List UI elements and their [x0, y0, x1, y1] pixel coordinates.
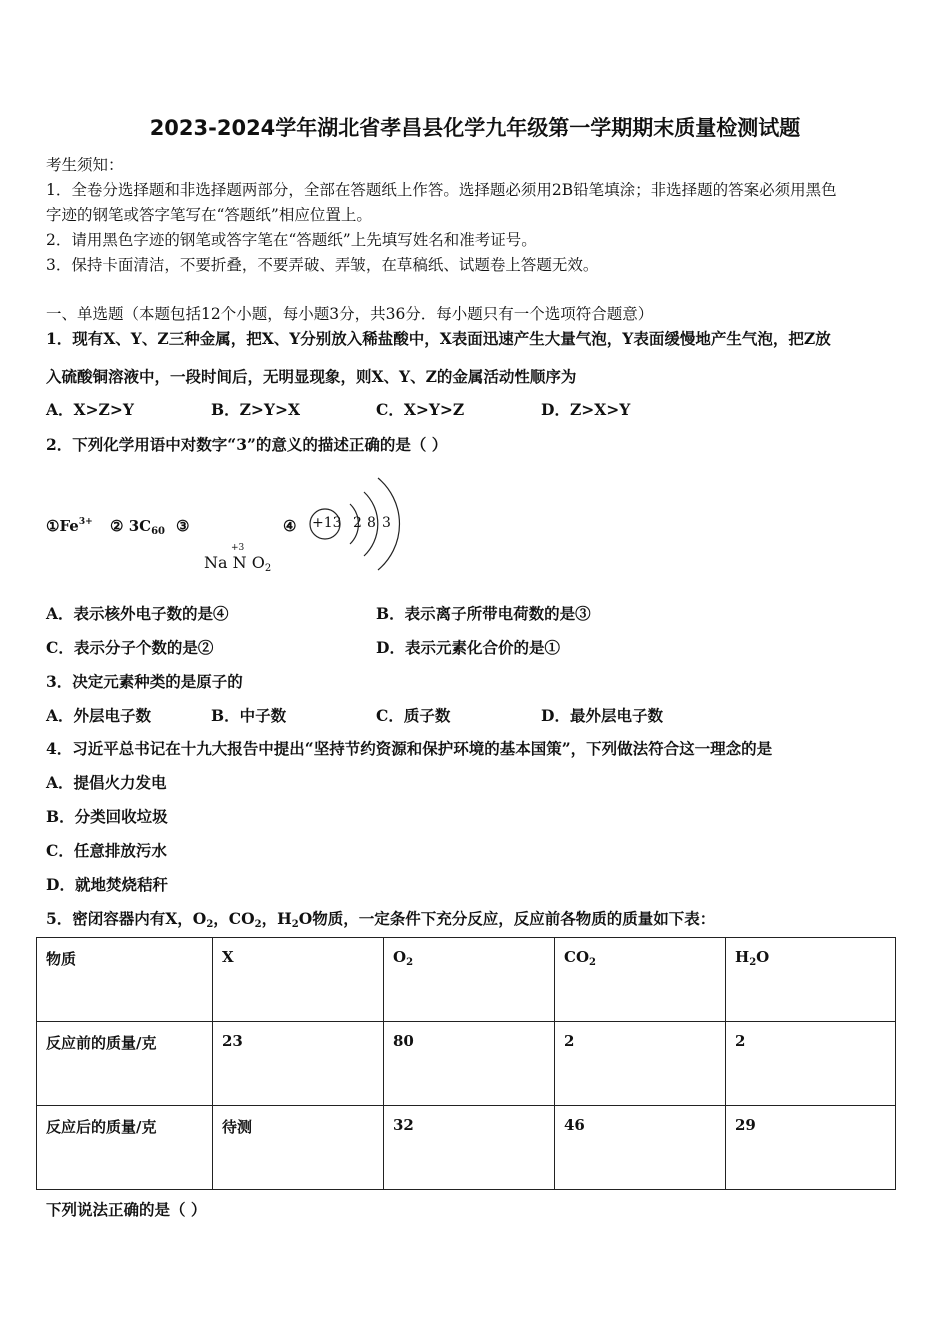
nucleus-label: +13 — [312, 515, 342, 531]
q5-stem-part-c: ，H — [261, 909, 292, 928]
fe-symbol: Fe — [59, 517, 79, 535]
q5-stem-part-b: ，CO — [213, 909, 255, 928]
q3-option-a: A．外层电子数 — [46, 706, 152, 725]
q2-figure — [46, 470, 446, 580]
notice-line-1b: 字迹的钢笔或答字笔写在“答题纸”相应位置上。 — [46, 206, 372, 224]
q3-stem: 3．决定元素种类的是原子的 — [46, 672, 243, 691]
o-symbol: O — [251, 553, 265, 572]
row1-x: 23 — [213, 1022, 384, 1106]
header-cell-substance: 物质 — [37, 938, 213, 1022]
q2-option-b: B．表示离子所带电荷数的是③ — [376, 604, 591, 623]
q2-option-a: A．表示核外电子数的是④ — [46, 604, 229, 623]
item-1-number: ① — [46, 517, 60, 535]
row1-h2o: 2 — [726, 1022, 896, 1106]
q5-followup: 下列说法正确的是（ ） — [46, 1200, 207, 1219]
row2-x: 待测 — [213, 1106, 384, 1190]
q4-option-d: D．就地焚烧秸秆 — [46, 875, 168, 894]
q3-option-b: B．中子数 — [211, 706, 287, 725]
table-row — [37, 1022, 896, 1106]
shell-1-count: 2 — [353, 515, 362, 531]
o2-sub: 2 — [406, 957, 414, 968]
h2o-post: O — [756, 948, 770, 966]
header-cell-co2 — [555, 938, 726, 1022]
mass-table — [36, 937, 896, 1190]
q5-stem-sub-3: 2 — [291, 919, 299, 930]
q2-item-3-number: ③ — [176, 517, 190, 535]
header-cell-x: X — [213, 938, 384, 1022]
q4-stem: 4．习近平总书记在十九大报告中提出“坚持节约资源和保护环境的基本国策”，下列做法符合这一理念的是 — [46, 739, 773, 758]
page-title: 2023-2024学年湖北省孝昌县化学九年级第一学期期末质量检测试题 — [149, 116, 801, 140]
q2-item-1 — [46, 517, 93, 535]
q3-option-d: D．最外层电子数 — [541, 706, 663, 725]
q4-option-b: B．分类回收垃圾 — [46, 807, 168, 826]
row2-h2o: 29 — [726, 1106, 896, 1190]
q2-item-2 — [110, 517, 165, 537]
q1-option-c: C．X>Y>Z — [376, 400, 465, 419]
notice-line-3: 3．保持卡面清洁，不要折叠，不要弄破、弄皱，在草稿纸、试题卷上答题无效。 — [46, 256, 599, 274]
valence-label: +3 — [231, 543, 245, 553]
na-symbol: Na — [204, 553, 228, 572]
q5-stem-part-a: 5．密闭容器内有X，O — [46, 909, 207, 928]
q1-option-a: A．X>Z>Y — [46, 400, 134, 419]
table-row — [37, 1106, 896, 1190]
co2-sub: 2 — [589, 957, 596, 968]
table-header-row — [37, 938, 896, 1022]
shell-3-count: 3 — [382, 515, 391, 531]
n-symbol: N — [232, 553, 247, 572]
h2o-sub: 2 — [749, 957, 757, 968]
notice-line-2: 2．请用黑色字迹的钢笔或答字笔在“答题纸”上先填写姓名和准考证号。 — [46, 231, 537, 249]
section-heading: 一、单选题（本题包括12个小题，每小题3分，共36分．每小题只有一个选项符合题意） — [46, 305, 654, 323]
notice-line-1a: 1．全卷分选择题和非选择题两部分，全部在答题纸上作答。选择题必须用2B铅笔填涂；非选择题的答案必须用黑色 — [46, 181, 837, 199]
q1-stem-line-2: 入硫酸铜溶液中，一段时间后，无明显现象，则X、Y、Z的金属活动性顺序为 — [46, 367, 577, 386]
q5-stem-part-d: O物质，一定条件下充分反应，反应前各物质的质量如下表： — [298, 909, 716, 928]
q2-option-d: D．表示元素化合价的是① — [376, 638, 560, 657]
notice-heading: 考生须知： — [46, 156, 124, 174]
shell-2-count: 8 — [367, 515, 376, 531]
q4-option-a: A．提倡火力发电 — [46, 773, 167, 792]
q2-option-c: C．表示分子个数的是② — [46, 638, 214, 657]
o-subscript: 2 — [264, 563, 272, 574]
c60-subscript: 60 — [151, 526, 165, 537]
row1-co2: 2 — [555, 1022, 726, 1106]
row1-label: 反应前的质量/克 — [37, 1022, 213, 1106]
co2-main: CO — [564, 948, 590, 966]
q5-stem-sub-1: 2 — [206, 919, 214, 930]
c60-coefficient: 3C — [128, 517, 152, 535]
row2-o2: 32 — [384, 1106, 555, 1190]
q1-stem-line-1: 1．现有X、Y、Z三种金属，把X、Y分别放入稀盐酸中，X表面迅速产生大量气泡，Y表面缓慢地产生气泡，把Z放 — [46, 329, 831, 348]
header-cell-h2o — [726, 938, 896, 1022]
q3-option-c: C．质子数 — [376, 706, 451, 725]
q5-stem — [46, 907, 715, 930]
h2o-pre: H — [735, 948, 750, 966]
q1-option-b: B．Z>Y>X — [211, 400, 300, 419]
row2-co2: 46 — [555, 1106, 726, 1190]
row1-o2: 80 — [384, 1022, 555, 1106]
header-cell-o2 — [384, 938, 555, 1022]
o2-main: O — [393, 948, 407, 966]
fe-charge: 3+ — [78, 517, 93, 527]
q5-stem-sub-2: 2 — [254, 919, 262, 930]
item-2-number: ② — [110, 517, 124, 535]
q2-item-4-number: ④ — [283, 517, 297, 535]
q2-stem: 2．下列化学用语中对数字“3”的意义的描述正确的是（ ） — [46, 435, 448, 454]
q1-option-d: D．Z>X>Y — [541, 400, 631, 419]
q4-option-c: C．任意排放污水 — [46, 841, 167, 860]
row2-label: 反应后的质量/克 — [37, 1106, 213, 1190]
